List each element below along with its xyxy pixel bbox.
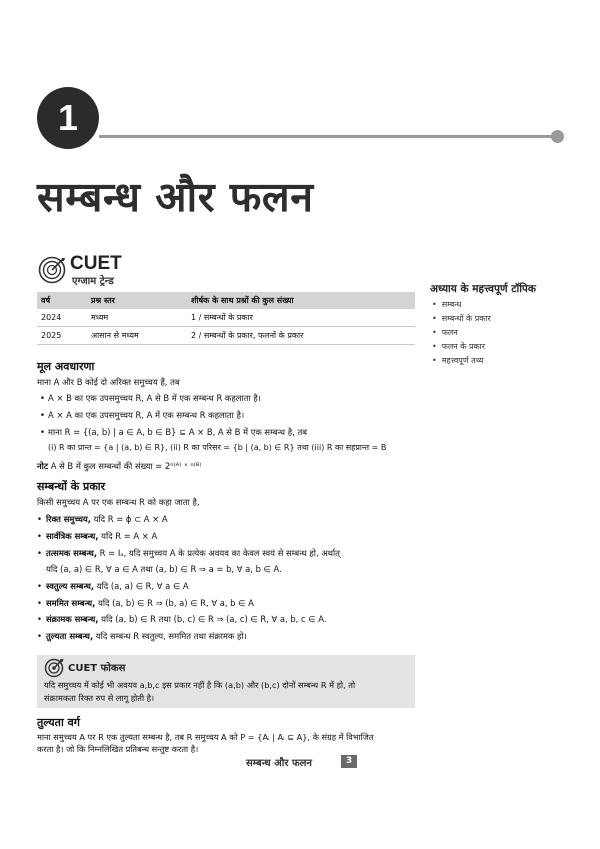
basic-point: A × A का एक उपसमुच्चय R, A में एक सम्बन्ध R कहलाता है।: [48, 410, 245, 420]
type-item: [46, 530, 157, 542]
bullet-icon: •: [37, 631, 42, 641]
type-text: R = Iₐ, यदि समुच्चय A के प्रत्येक अवयव का केवल स्वयं से सम्बन्ध हो, अर्थात्: [97, 548, 340, 558]
note-text: A से B में कुल सम्बन्धों की संख्या = 2ⁿ⁽ᴬ⁾ ˣ ⁿ⁽ᴮ⁾: [48, 461, 202, 471]
cuet-logo-title: CUET: [70, 253, 122, 274]
chapter-divider-line: [99, 135, 555, 138]
bullet-icon: •: [40, 427, 45, 437]
bullet-icon: •: [40, 410, 45, 420]
note-label: नोट: [37, 461, 49, 471]
type-item: [46, 630, 247, 642]
important-topics-box: [430, 282, 595, 366]
topic-item: • सम्बन्धों के प्रकार: [432, 313, 595, 324]
type-item: [46, 547, 340, 559]
type-text: यदि (a, b) ∈ R ⇒ (b, a) ∈ R, ∀ a, b ∈ A: [95, 598, 254, 608]
footer-chapter-name: सम्बन्ध और फलन: [246, 758, 312, 769]
chapter-number-badge: 1: [37, 87, 99, 149]
table-cell: 1 / सम्बन्धों के प्रकार: [187, 309, 415, 327]
page-number: 3: [341, 755, 357, 768]
basic-concept-heading: मूल अवधारणा: [37, 360, 95, 373]
type-text: यदि सम्बन्ध R स्वतुल्य, सममित तथा संक्रामक हो।: [93, 631, 247, 641]
cuet-target-icon: [38, 256, 66, 284]
bullet-icon: •: [37, 598, 42, 608]
exam-trend-table: [37, 292, 415, 345]
equivalence-line-2: करता है। जो कि निम्नलिखित प्रतिबन्ध सन्तुष्ट करता है।: [37, 744, 199, 754]
bullet-icon: •: [37, 531, 42, 541]
bullet-icon: •: [37, 614, 42, 624]
topic-item: • महत्त्वपूर्ण तथ्य: [432, 355, 595, 366]
bullet-icon: •: [37, 548, 42, 558]
topic-item: • फलन: [432, 327, 595, 338]
header-count: शीर्षक के साथ प्रश्नों की कुल संख्या: [187, 292, 415, 309]
topics-heading: अध्याय के महत्त्वपूर्ण टॉपिक: [430, 283, 536, 295]
table-header-row: [37, 292, 415, 309]
basic-note: [37, 460, 201, 472]
type-label: स्वतुल्य सम्बन्ध,: [46, 581, 95, 591]
table-row: [37, 327, 415, 345]
type-text: यदि R = ϕ ⊂ A × A: [90, 514, 168, 524]
table-cell: मध्यम: [87, 309, 187, 327]
type-label: तुल्यता सम्बन्ध,: [46, 631, 94, 641]
type-item: [46, 580, 189, 592]
bullet-icon: •: [37, 514, 42, 524]
types-intro: किसी समुच्चय A पर एक सम्बन्ध R को कहा जाता है,: [37, 497, 200, 507]
focus-title: CUET फोकस: [68, 663, 126, 674]
type-text: यदि R = A × A: [98, 531, 158, 541]
table-cell: 2025: [37, 327, 87, 345]
chapter-title: सम्बन्ध और फलन: [37, 173, 314, 221]
equivalence-heading: तुल्यता वर्ग: [37, 716, 80, 729]
type-label: रिक्त समुच्चय,: [46, 514, 91, 524]
equivalence-line-1: माना समुच्चय A पर R एक तुल्यता सम्बन्ध है, तब R समुच्चय A को P = {Aᵢ | Aᵢ ⊆ A}, के संग्रह में विभाजित: [37, 732, 374, 742]
topic-item: • फलन के प्रकार: [432, 341, 595, 352]
type-item: [46, 597, 254, 609]
type-label: सार्वत्रिक सम्बन्ध,: [46, 531, 99, 541]
chapter-divider-dot: [551, 130, 564, 143]
type-item: [46, 513, 168, 525]
header-level: प्रश्न स्तर: [87, 292, 187, 309]
topic-item: • सम्बन्ध: [432, 299, 595, 310]
basic-intro: माना A और B कोई दो अरिक्त समुच्चय हैं, तब: [37, 377, 180, 387]
table-cell: 2 / सम्बन्धों के प्रकार, फलनों के प्रकार: [187, 327, 415, 345]
type-label: सममित सम्बन्ध,: [46, 598, 96, 608]
type-text: यदि (a, b) ∈ R तथा (b, c) ∈ R ⇒ (a, c) ∈ R, ∀ a, b, c ∈ A.: [98, 614, 327, 624]
basic-point: माना R = {(a, b) | a ∈ A, b ∈ B} ⊆ A × B, A से B में एक सम्बन्ध है, तब: [48, 427, 308, 437]
bullet-icon: •: [40, 393, 45, 403]
type-label: तत्समक सम्बन्ध,: [46, 548, 98, 558]
identity-continuation: यदि (a, a) ∈ R, ∀ a ∈ A तथा (a, b) ∈ R ⇒ a = b, ∀ a, b ∈ A.: [46, 564, 282, 574]
cuet-logo-subtitle: एग्जाम ट्रेन्ड: [72, 276, 114, 287]
type-label: संक्रामक सम्बन्ध,: [46, 614, 99, 624]
focus-line-2: संक्रामकता रिक्त रुप से लागू होती है।: [44, 693, 155, 703]
header-year: वर्ष: [37, 292, 87, 309]
table-cell: आसान से मध्यम: [87, 327, 187, 345]
bullet-icon: •: [37, 581, 42, 591]
focus-target-icon: [44, 658, 64, 678]
table-cell: 2024: [37, 309, 87, 327]
table-row: [37, 309, 415, 327]
basic-point: A × B का एक उपसमुच्चय R, A से B में एक सम्बन्ध R कहलाता है।: [48, 393, 261, 403]
type-item: [46, 613, 326, 625]
type-text: यदि (a, a) ∈ R, ∀ a ∈ A: [94, 581, 189, 591]
focus-line-1: यदि समुच्चय में कोई भी अवयव a,b,c इस प्रकार नहीं है कि (a,b) और (b,c) दोनों सम्बन्ध R में हो, तो: [44, 680, 356, 690]
basic-sub-line: (i) R का प्रान्त = {a | (a, b) ∈ R}, (ii) R का परिसर = {b | (a, b) ∈ R} तथा (iii) R का सहप्रान्त = B: [48, 443, 387, 452]
types-heading: सम्बन्धों के प्रकार: [37, 480, 106, 493]
